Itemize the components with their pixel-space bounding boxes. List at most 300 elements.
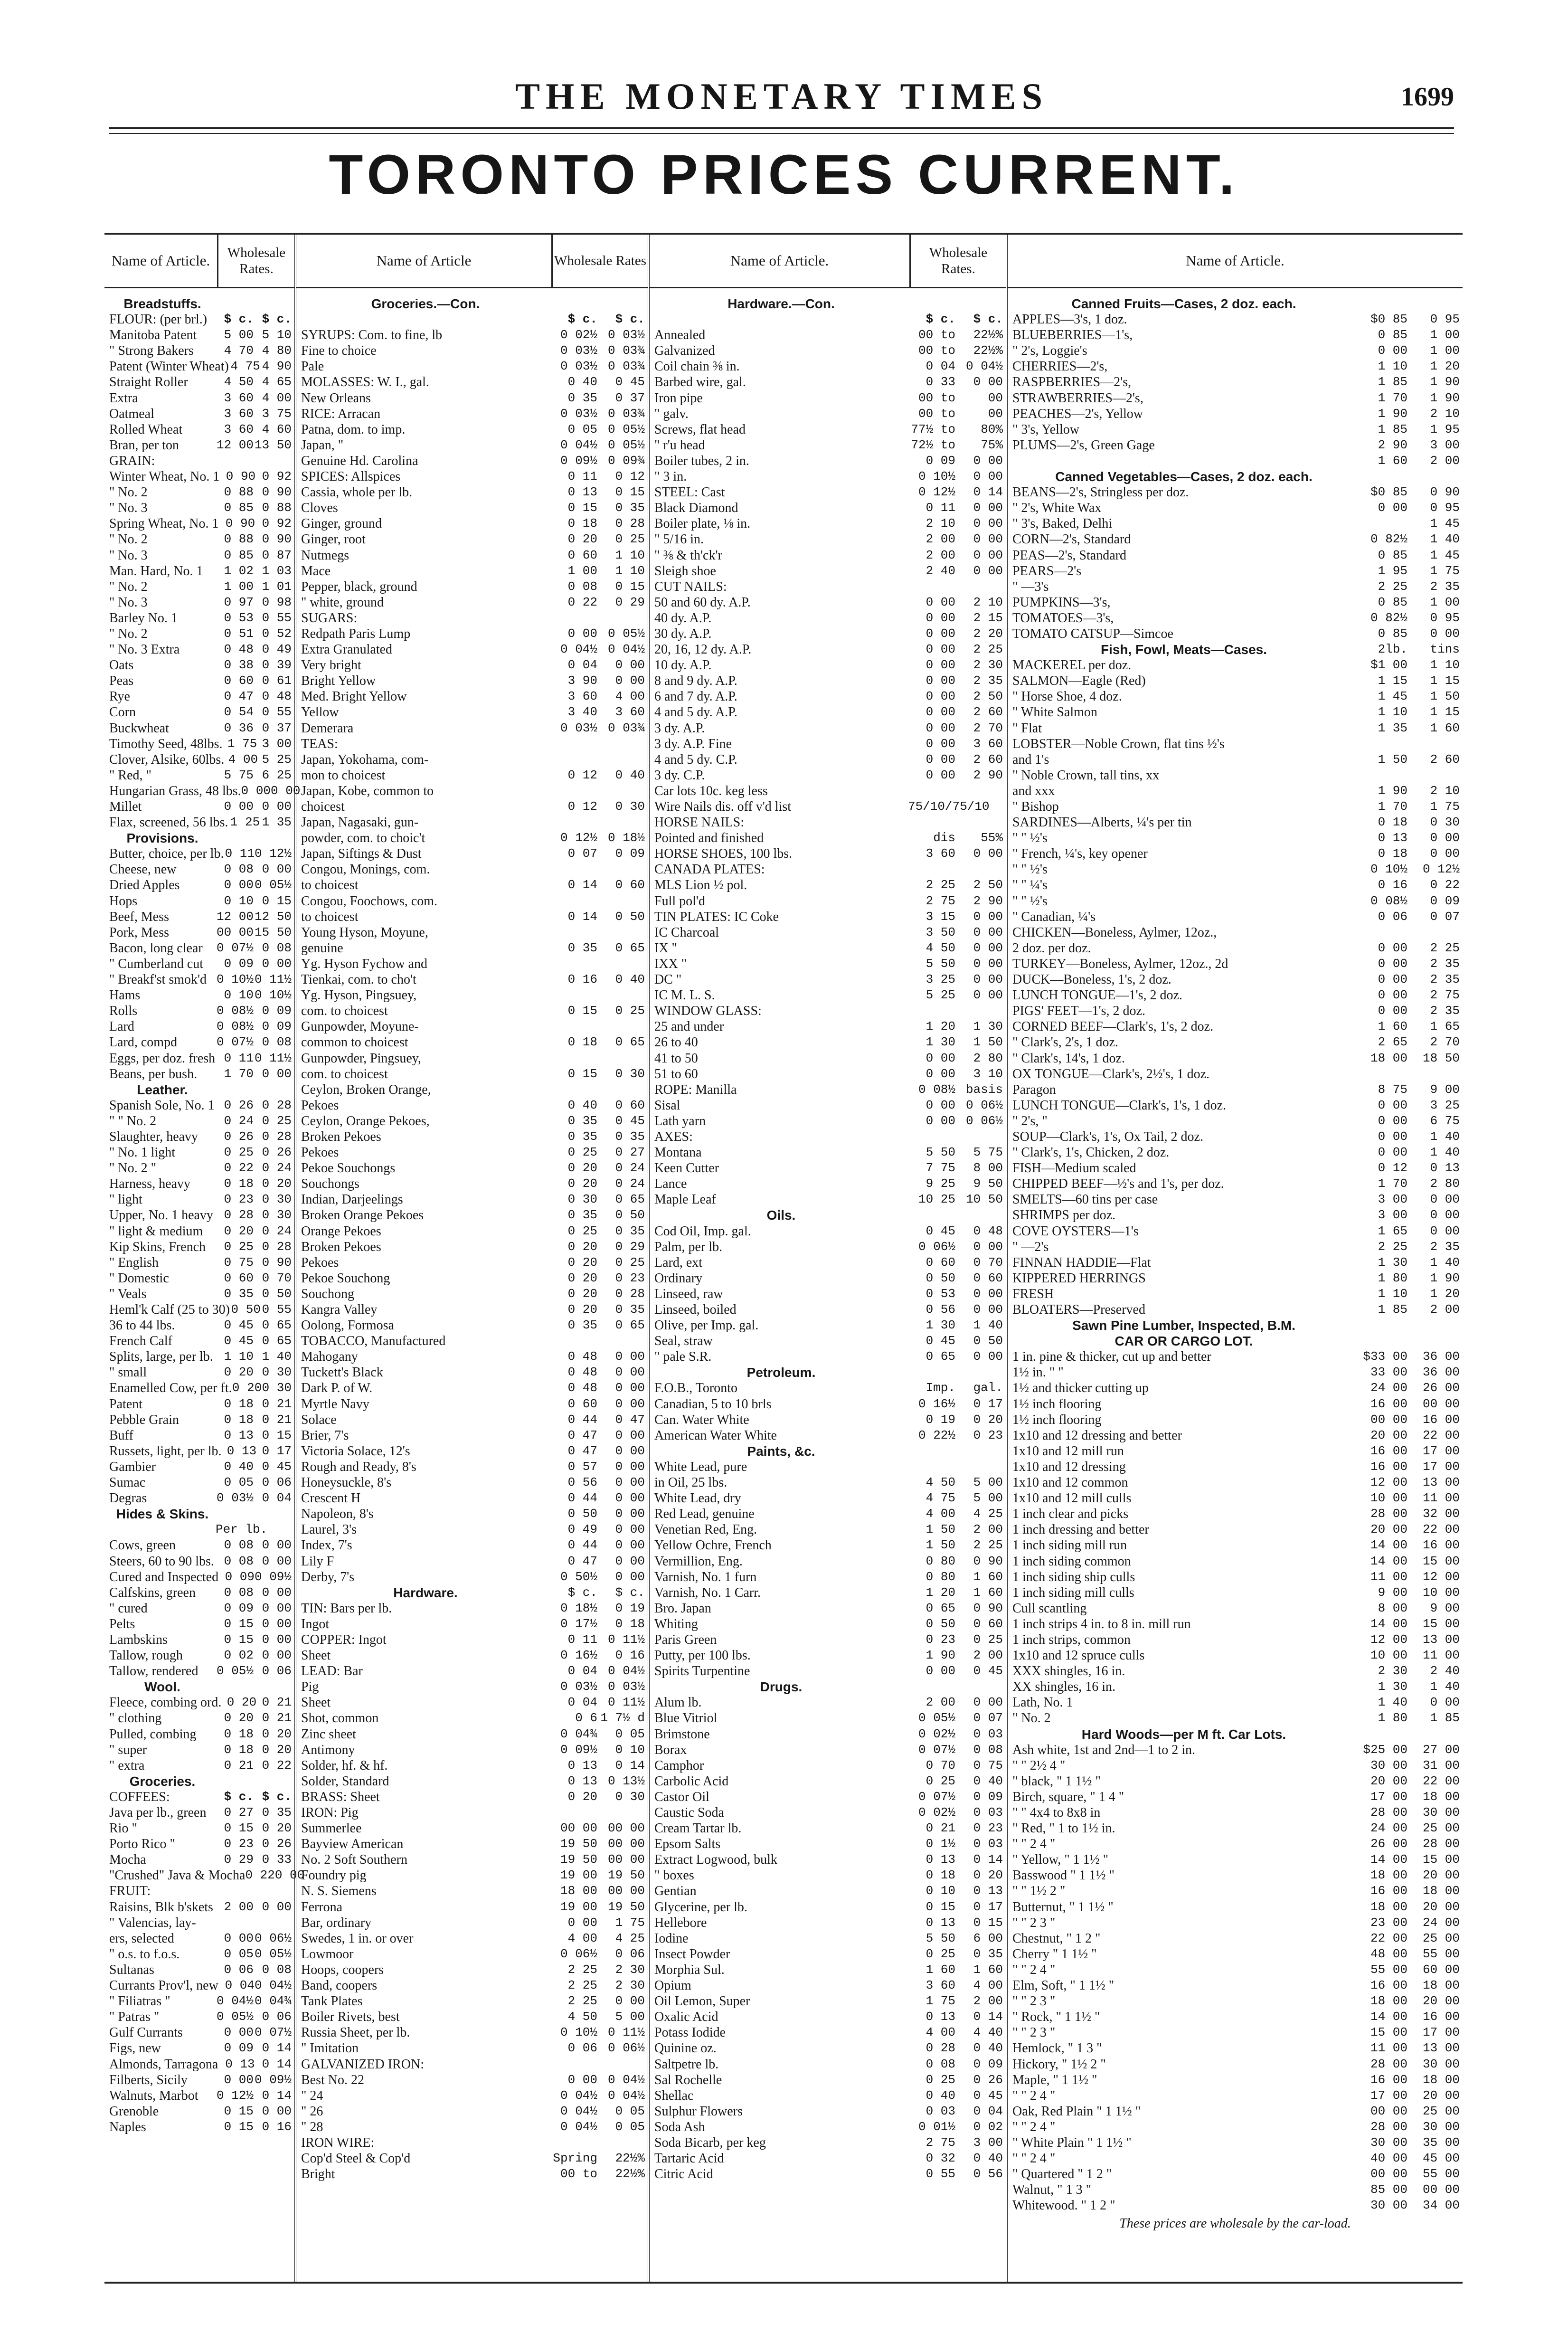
price-row [1012, 1490, 1460, 1506]
price-row [1012, 1176, 1460, 1192]
rate-high: 4 65 [262, 375, 292, 389]
rate-high: 1 65 [1430, 1019, 1460, 1034]
price-row [109, 1710, 292, 1726]
price-row [301, 1601, 645, 1616]
article-name: Ferrona [301, 1899, 343, 1915]
article-name: PEACHES—2's, Yellow [1012, 406, 1143, 421]
article-name: " Filiatras " [109, 1994, 170, 2009]
article-name: " ⅜ & th'ck'r [654, 548, 722, 563]
article-name: Citric Acid [654, 2167, 713, 2182]
price-row [109, 956, 292, 972]
article-name: "Crushed" Java & Mocha [109, 1868, 246, 1883]
rate-low: 0 53 [224, 610, 254, 625]
article-name: Breadstuffs. [123, 296, 201, 311]
price-row [1012, 1616, 1460, 1632]
article-name: Bro. Japan [654, 1601, 711, 1616]
article-name: Brier, 7's [301, 1428, 349, 1443]
price-row [301, 1648, 645, 1663]
rate-low [216, 1082, 254, 1098]
rate-high: 0 61 [262, 673, 292, 688]
rate-high: 0 35 [615, 1223, 645, 1238]
price-row [301, 987, 645, 1003]
article-name: 1 inch dressing and better [1012, 1522, 1149, 1537]
rate-high: 0 90 [262, 485, 292, 500]
rate-high: 2 00 [973, 1522, 1003, 1537]
article-name: Carbolic Acid [654, 1773, 729, 1789]
rate-high: 60 00 [1422, 1962, 1460, 1977]
price-row [301, 1805, 645, 1821]
article-name: Cherry " 1 1½ " [1012, 1946, 1097, 1962]
rate-low: 30 00 [1370, 2198, 1407, 2213]
article-name: CUT NAILS: [654, 579, 727, 594]
rate-low: 0 04 [567, 1695, 597, 1710]
rate-high: 0 28 [262, 1239, 292, 1254]
rate-low: 0 85 [1378, 595, 1407, 609]
article-name: " Quartered " 1 2 " [1012, 2167, 1112, 2182]
rate-high: 0 30 [615, 1066, 645, 1081]
price-row [301, 893, 645, 909]
rate-low: 0 15 [224, 2104, 254, 2118]
rate-low: $ c. [567, 312, 597, 327]
rate-high: 0 04¾ [254, 1994, 292, 2009]
rate-low: 26 00 [1370, 1837, 1407, 1851]
article-name: CHIPPED BEEF—½'s and 1's, per doz. [1012, 1176, 1224, 1192]
price-row [109, 704, 292, 720]
price-row [301, 2151, 645, 2166]
rate-low: 00 to [918, 406, 955, 421]
article-name: COVE OYSTERS—1's [1012, 1223, 1139, 1239]
price-row [109, 1302, 292, 1318]
rate-low: 28 00 [1370, 1507, 1407, 1521]
rate-low: 0 12½ [918, 485, 955, 500]
rate-low: 0 85 [224, 501, 254, 515]
article-name: 1½ and thicker cutting up [1012, 1381, 1149, 1396]
rate-low: 0 04¾ [560, 1726, 597, 1741]
rate-low: 0 15 [224, 1632, 254, 1647]
price-row [301, 359, 645, 374]
rate-high [254, 1883, 292, 1899]
price-row [1012, 1082, 1460, 1098]
rate-high: 1 40 [973, 1318, 1003, 1333]
price-row [109, 2057, 292, 2072]
rate-high: 0 70 [973, 1255, 1003, 1270]
article-name: " No. 3 [109, 501, 148, 516]
article-name: " No. 3 [109, 595, 148, 610]
rate-low: 14 00 [1370, 1538, 1407, 1553]
article-name: Pulled, combing [109, 1726, 197, 1742]
rate-low: 19 50 [560, 1852, 597, 1867]
rate-low: 2 75 [926, 893, 955, 908]
article-name: Boiler tubes, 2 in. [654, 453, 749, 468]
rate-high: 0 56 [973, 2167, 1003, 2181]
rate-low: 0 13 [567, 485, 597, 500]
rate-low: 0 00 [224, 2025, 254, 2040]
rate-low: 0 16½ [560, 1648, 597, 1663]
article-name: Boiler plate, ⅛ in. [654, 516, 751, 531]
price-row [654, 1585, 1003, 1601]
rate-low: 11 00 [1370, 2041, 1407, 2056]
rate-low: 0 07½ [216, 1035, 254, 1050]
rate-low: 5 25 [926, 988, 955, 1003]
article-name: Rolls [109, 1004, 138, 1019]
rate-low: 2 65 [1378, 1035, 1407, 1050]
article-name: Tartaric Acid [654, 2151, 724, 2166]
price-row [301, 1051, 645, 1066]
rate-low [216, 1506, 254, 1522]
rate-low: 0 85 [1378, 626, 1407, 641]
article-name: Maple, " 1 1½ " [1012, 2072, 1097, 2087]
price-row [1012, 1789, 1460, 1805]
article-name: XXX shingles, 16 in. [1012, 1664, 1125, 1679]
price-row [1012, 1019, 1460, 1034]
article-name: Oolong, Formosa [301, 1318, 394, 1333]
price-row [301, 2009, 645, 2025]
article-name: Bacon, long clear [109, 940, 203, 956]
article-name: " 2's, Loggie's [1012, 343, 1087, 359]
rate-high [597, 1019, 645, 1034]
article-name: Solder, hf. & hf. [301, 1758, 388, 1773]
article-name: Butter, choice, per lb. [109, 846, 224, 862]
rate-high: 2 25 [1430, 940, 1460, 955]
article-name: Solace [301, 1412, 337, 1427]
price-row [301, 1365, 645, 1380]
section-heading [301, 1585, 645, 1601]
rate-low [1355, 469, 1407, 484]
article-name: IC Charcoal [654, 925, 719, 940]
price-row [654, 1758, 1003, 1773]
rate-low: 0 60 [224, 1271, 254, 1285]
rate-high: 0 00 [1430, 1208, 1460, 1223]
rate-low [550, 815, 597, 830]
article-name: Chestnut, " 1 2 " [1012, 1931, 1101, 1946]
article-name: Winter Wheat, No. 1 [109, 469, 220, 484]
rate-high: 0 00 [973, 940, 1003, 955]
rate-low: 2 40 [926, 563, 955, 578]
rate-low: 0 00 [1378, 1113, 1407, 1128]
article-name: Pork, Mess [109, 925, 170, 940]
rate-low: 40 00 [1370, 2151, 1407, 2166]
article-name: 1x10 and 12 common [1012, 1475, 1128, 1490]
rate-low: 1 00 [224, 579, 254, 594]
rate-low: 1 80 [1378, 1711, 1407, 1726]
price-row [109, 1271, 292, 1286]
price-row [109, 987, 292, 1003]
article-name: Castor Oil [654, 1789, 709, 1804]
rate-high: 0 90 [262, 532, 292, 547]
section-heading [109, 1679, 292, 1695]
rate-high: 5 00 [615, 2010, 645, 2024]
rate-low: 1 85 [1378, 1302, 1407, 1317]
rate-low: 0 20 [567, 1255, 597, 1270]
rate-high: 0 49 [262, 642, 292, 657]
rate-low [550, 296, 597, 312]
rate-low: 20 00 [1370, 1773, 1407, 1788]
price-row [301, 2040, 645, 2056]
article-name: " light [109, 1192, 142, 1207]
article-name: " Cumberland cut [109, 956, 204, 971]
article-name: " French, ¼'s, key opener [1012, 846, 1148, 862]
rate-high: 13 00 [1422, 2041, 1460, 2056]
section-heading [654, 1443, 1003, 1459]
rate-high: 0 05 [615, 2119, 645, 2134]
article-name: 1 inch clear and picks [1012, 1507, 1129, 1522]
price-row [654, 1223, 1003, 1239]
article-name: Peas [109, 673, 134, 689]
rate-low: 2 10 [926, 516, 955, 531]
rate-high: 0 04½ [607, 2088, 645, 2103]
rate-low: 0 50 [567, 1507, 597, 1521]
price-row [654, 1773, 1003, 1789]
masthead-rule-thin [109, 133, 1454, 134]
rate-low: 0 47 [567, 1443, 597, 1458]
rate-low: 0 25 [926, 2072, 955, 2087]
price-row [1012, 1412, 1460, 1428]
rate-high: 1 10 [615, 548, 645, 562]
rate-high: 25 00 [1422, 1821, 1460, 1836]
rate-high: 55 00 [1422, 2167, 1460, 2181]
rate-high: 0 20 [262, 1176, 292, 1191]
article-name: MOLASSES: W. I., gal. [301, 375, 429, 390]
rate-high: 0 00 [262, 2104, 292, 2118]
rate-high: 1 20 [1430, 359, 1460, 374]
price-row [109, 1883, 292, 1899]
article-name: Mahogany [301, 1349, 358, 1365]
article-name: Laurel, 3's [301, 1522, 357, 1537]
rate-low: 0 05½ [216, 1664, 254, 1678]
article-name: FRESH [1012, 1286, 1054, 1301]
article-name: LOBSTER—Noble Crown, flat tins ½'s [1012, 736, 1225, 751]
rate-high: 1 40 [1430, 1129, 1460, 1144]
price-row [654, 1286, 1003, 1302]
rows [296, 288, 648, 2182]
rate-low: 0 00 [224, 878, 254, 892]
rate-low: 0 60 [567, 1396, 597, 1411]
rate-low: 0 56 [926, 1302, 955, 1317]
article-name: Myrtle Navy [301, 1396, 369, 1412]
article-name: Gulf Currants [109, 2025, 183, 2040]
rate-low: 0 05½ [918, 1711, 955, 1726]
article-name: Shellac [654, 2088, 694, 2103]
price-row [654, 422, 1003, 437]
article-name: mon to choicest [301, 768, 386, 783]
rate-low: $0 85 [1370, 312, 1407, 327]
article-name: " " ½'s [1012, 862, 1048, 877]
price-row [1012, 657, 1460, 673]
rate-high: 12 50 [254, 909, 292, 924]
rate-low: 1 15 [1378, 673, 1407, 688]
rate-low: 0 10½ [560, 2025, 597, 2040]
price-row [654, 469, 1003, 484]
rate-low: 0 09 [926, 453, 955, 468]
article-name: PEARS—2's [1012, 563, 1082, 578]
rate-high: 0 92 [262, 516, 292, 531]
price-row [654, 1695, 1003, 1710]
rate-high: 1 00 [1430, 595, 1460, 609]
price-row [1012, 1443, 1460, 1459]
price-row [301, 909, 645, 925]
price-row [109, 374, 292, 390]
article-name: Keen Cutter [654, 1161, 719, 1176]
rate-high: 3 10 [973, 1066, 1003, 1081]
article-name: " Breakf'st smok'd [109, 972, 207, 987]
price-row [109, 925, 292, 940]
rate-high: 0 00 [615, 1994, 645, 2009]
article-name: " No. 2 " [109, 1161, 157, 1176]
rate-high: 6 25 [262, 768, 292, 782]
rate-low: 0 06½ [560, 1946, 597, 1961]
rate-high: 0 28 [262, 1129, 292, 1144]
rate-low: 1 50 [926, 1538, 955, 1553]
price-row [301, 1632, 645, 1648]
rate-high [955, 1459, 1003, 1475]
article-name: Rye [109, 689, 130, 704]
rate-high: 0 45 [973, 2088, 1003, 2103]
rate-high [955, 579, 1003, 595]
article-name: Solder, Standard [301, 1773, 389, 1789]
rate-high: 0 20 [262, 1742, 292, 1757]
price-row [301, 1993, 645, 2009]
prices-table [104, 233, 1463, 2284]
price-row [654, 1993, 1003, 2009]
rate-low: 75/10/75/10 [908, 799, 990, 814]
price-row [654, 956, 1003, 972]
article-name: Sulphur Flowers [654, 2104, 743, 2119]
rate-high: 0 55 [262, 1302, 292, 1317]
rate-low [908, 579, 955, 595]
rate-high: 0 00 [973, 1349, 1003, 1364]
rate-high: 0 55 [262, 610, 292, 625]
price-row [654, 1113, 1003, 1129]
rate-high: 0 17 [973, 1899, 1003, 1914]
article-name: " No. 2 [109, 626, 148, 641]
masthead [109, 71, 1454, 142]
rate-high: 2 35 [1430, 972, 1460, 987]
rate-low: 14 00 [1370, 1852, 1407, 1867]
price-row [654, 1632, 1003, 1648]
section-heading [1012, 1726, 1460, 1742]
rate-low: 0 23 [224, 1192, 254, 1207]
rate-low: 0 35 [567, 940, 597, 955]
price-row [1012, 1836, 1460, 1852]
price-row [654, 1490, 1003, 1506]
article-name: Boiler Rivets, best [301, 2010, 400, 2025]
price-row [301, 1537, 645, 1553]
article-name: com. to choicest [301, 1066, 388, 1081]
article-name: N. S. Siemens [301, 1884, 377, 1899]
price-row [654, 689, 1003, 704]
rate-low: 0 13 [1378, 831, 1407, 845]
rate-high [1407, 296, 1460, 312]
rate-low: 1 10 [224, 1349, 254, 1364]
rate-low: 3 25 [926, 972, 955, 987]
rate-high: 36 00 [1422, 1365, 1460, 1380]
article-name: Groceries.—Con. [371, 296, 480, 311]
rate-low: 2 25 [567, 1978, 597, 1993]
price-row [109, 1365, 292, 1380]
article-name: PLUMS—2's, Green Gage [1012, 437, 1155, 453]
price-row [109, 1443, 292, 1459]
rate-high: 0 17 [973, 1396, 1003, 1411]
rate-low [908, 1679, 955, 1695]
price-row [109, 595, 292, 610]
price-row [654, 516, 1003, 531]
article-name: COFFEES: [109, 1789, 170, 1804]
rate-high: 00 [988, 390, 1003, 405]
price-row [109, 2040, 292, 2056]
article-name: Genuine Hd. Carolina [301, 453, 418, 468]
rate-low [1355, 516, 1407, 531]
article-name: " —3's [1012, 579, 1049, 594]
price-row [654, 406, 1003, 422]
rate-low: 19 00 [560, 1899, 597, 1914]
rate-low: 0 36 [224, 721, 254, 735]
rate-low: 0 00 [567, 2072, 597, 2087]
price-row [109, 1569, 292, 1585]
price-row [301, 1223, 645, 1239]
rate-high: 1 90 [1430, 375, 1460, 389]
article-name: Glycerine, per lb. [654, 1899, 747, 1915]
rate-high: 0 45 [973, 1664, 1003, 1678]
rate-low: 0 03½ [216, 1491, 254, 1506]
column-4 [1008, 235, 1463, 2282]
rate-low: 0 53 [926, 1286, 955, 1301]
price-row [109, 1396, 292, 1412]
rate-low: 3 50 [926, 925, 955, 939]
rate-low: 0 20 [224, 1711, 254, 1726]
section-heading [109, 1506, 292, 1522]
article-name: Iodine [654, 1931, 689, 1946]
price-row [654, 2104, 1003, 2119]
article-name: Buff [109, 1428, 133, 1443]
rate-low: 0 08 [224, 1538, 254, 1553]
price-row [109, 1207, 292, 1223]
rate-low: 1 00 [567, 563, 597, 578]
rate-low: dis [933, 831, 955, 845]
article-name: Ash white, 1st and 2nd—1 to 2 in. [1012, 1742, 1195, 1757]
rate-high: 0 00 [973, 909, 1003, 924]
article-name: SPICES: Allspices [301, 469, 401, 484]
price-row [654, 2151, 1003, 2166]
rate-low: 0 85 [1378, 548, 1407, 562]
rate-low: 0 11 [926, 501, 955, 515]
article-name: " 2's, White Wax [1012, 501, 1102, 516]
article-name: Naples [109, 2119, 146, 2134]
article-name: FISH—Medium scaled [1012, 1161, 1136, 1176]
price-row [1012, 610, 1460, 626]
price-row [654, 1396, 1003, 1412]
rate-low: 0 18 [1378, 815, 1407, 830]
article-name: Man. Hard, No. 1 [109, 563, 203, 578]
rate-low: 1 70 [1378, 799, 1407, 814]
rate-low: 0 50 [926, 1616, 955, 1631]
rate-low: 0 00 [224, 2072, 254, 2087]
price-row [301, 1554, 645, 1569]
rate-high: 0 00 [615, 1475, 645, 1490]
section-heading [654, 1365, 1003, 1380]
rate-low [1355, 1066, 1407, 1082]
price-row [1012, 2040, 1460, 2056]
price-row [1012, 1915, 1460, 1931]
rate-high: basis [965, 1082, 1003, 1097]
article-name: Montana [654, 1145, 702, 1160]
price-row [109, 673, 292, 689]
article-name: " White Salmon [1012, 705, 1097, 720]
rate-high: 0 00 [615, 1459, 645, 1474]
article-name: Currants Prov'l, new [109, 1978, 218, 1993]
price-row [301, 1490, 645, 1506]
price-row [654, 1255, 1003, 1271]
price-row [109, 453, 292, 469]
